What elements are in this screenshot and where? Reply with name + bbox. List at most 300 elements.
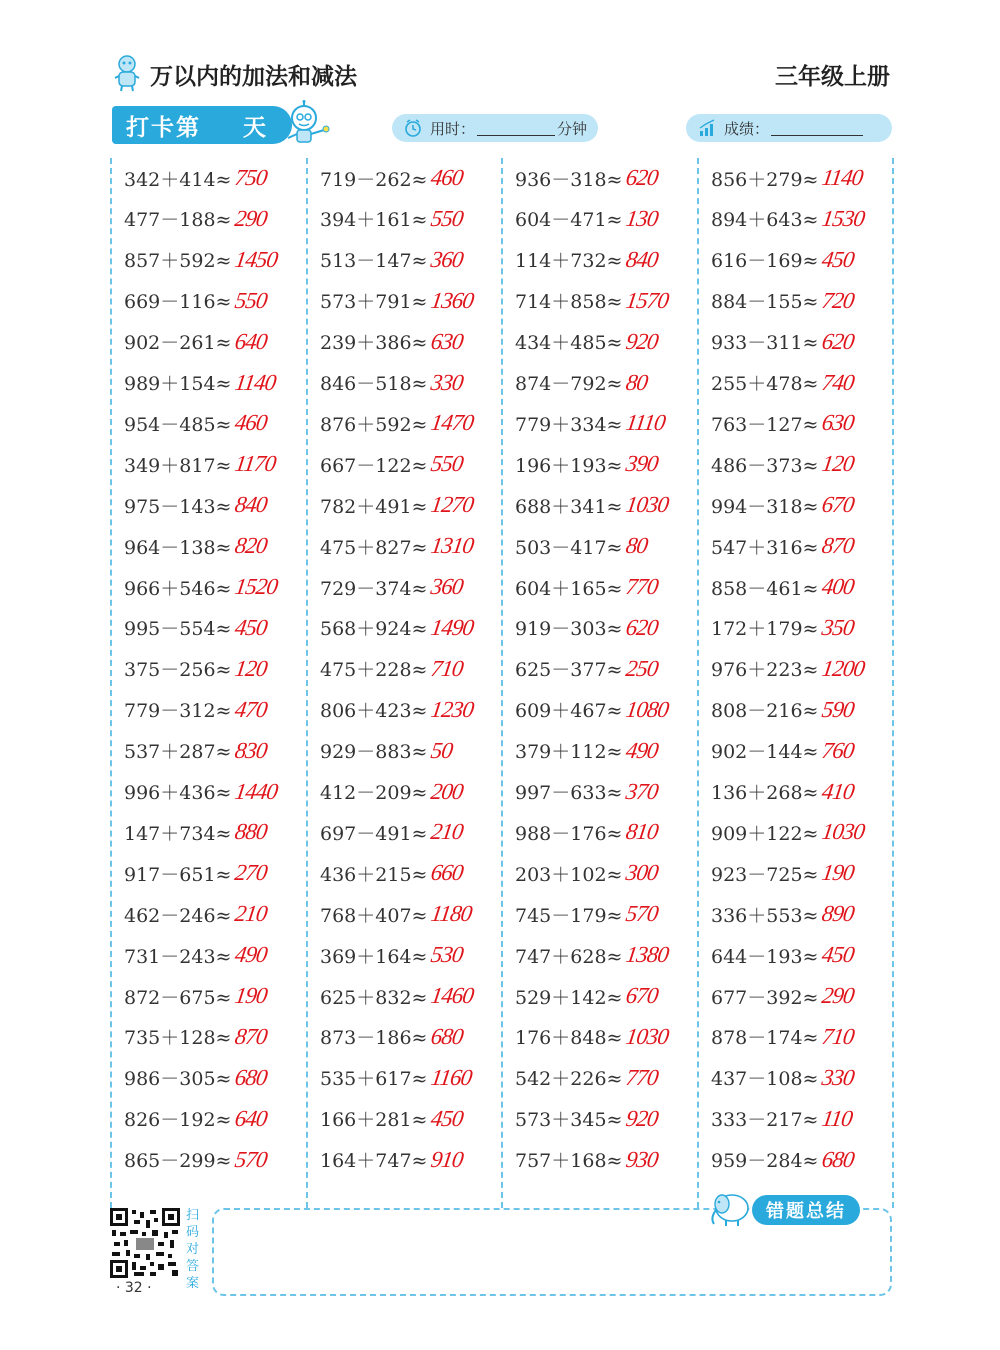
problem-item: [711, 487, 854, 523]
problem-item: [124, 855, 267, 891]
problem-item: [711, 324, 854, 360]
handwritten-answer: 820: [233, 533, 269, 559]
problem-item: [124, 242, 280, 278]
problem-expression: 436＋215≈: [320, 863, 428, 886]
problem-item: [320, 1060, 472, 1096]
handwritten-answer: 870: [233, 1023, 269, 1049]
handwritten-answer: 360: [429, 246, 465, 272]
problem-expression: 909＋122≈: [711, 822, 819, 845]
problem-expression: 884－155≈: [711, 291, 819, 314]
problem-expression: 535＋617≈: [320, 1068, 428, 1091]
problem-expression: 714＋858≈: [515, 291, 623, 314]
handwritten-answer: 450: [429, 1105, 465, 1131]
handwritten-answer: 670: [820, 492, 856, 518]
problem-expression: 719－262≈: [320, 168, 428, 191]
problem-expression: 745－179≈: [515, 904, 623, 927]
handwritten-answer: 620: [624, 614, 660, 640]
page-number: · 32 ·: [116, 1280, 152, 1296]
handwritten-answer: 1380: [624, 942, 671, 968]
problem-item: [320, 1101, 463, 1137]
problem-item: [515, 569, 658, 605]
problem-item: [711, 1019, 854, 1055]
problem-expression: 462－246≈: [124, 904, 232, 927]
handwritten-answer: 760: [820, 737, 856, 763]
problem-expression: 568＋924≈: [320, 618, 428, 641]
problem-item: [124, 692, 267, 728]
problem-expression: 986－305≈: [124, 1068, 232, 1091]
problem-item: [515, 446, 658, 482]
problem-item: [124, 487, 267, 523]
checkin-suffix: 天: [243, 114, 268, 141]
handwritten-answer: 590: [820, 696, 856, 722]
problem-item: [515, 814, 658, 850]
handwritten-answer: 840: [624, 246, 660, 272]
problem-expression: 806＋423≈: [320, 700, 428, 723]
problem-item: [711, 528, 854, 564]
elephant-icon: [706, 1188, 754, 1228]
handwritten-answer: 740: [820, 369, 856, 395]
problem-item: [124, 937, 267, 973]
problem-item: [320, 978, 476, 1014]
problem-expression: 856＋279≈: [711, 168, 819, 191]
problem-expression: 336＋553≈: [711, 904, 819, 927]
handwritten-answer: 640: [233, 328, 269, 354]
time-blank[interactable]: [477, 121, 555, 136]
problem-expression: 865－299≈: [124, 1150, 232, 1173]
problem-expression: 604＋165≈: [515, 577, 623, 600]
handwritten-answer: 1170: [233, 451, 278, 477]
problem-expression: 542＋226≈: [515, 1068, 623, 1091]
problem-item: [711, 610, 854, 646]
problem-item: [320, 651, 463, 687]
problem-item: [320, 487, 476, 523]
handwritten-answer: 1110: [624, 410, 667, 436]
problem-expression: 996＋436≈: [124, 782, 232, 804]
handwritten-answer: 450: [820, 246, 856, 272]
handwritten-answer: 660: [429, 860, 465, 886]
problem-item: [124, 651, 267, 687]
problem-item: [515, 528, 650, 564]
problem-item: [320, 446, 463, 482]
problem-expression: 147＋734≈: [124, 822, 232, 845]
problem-item: [515, 1019, 671, 1055]
problem-expression: 857＋592≈: [124, 250, 232, 273]
problem-item: [515, 405, 665, 441]
handwritten-answer: 210: [233, 901, 269, 927]
problem-expression: 959－284≈: [711, 1150, 819, 1173]
handwritten-answer: 710: [820, 1023, 856, 1049]
handwritten-answer: 290: [233, 205, 269, 231]
problem-item: [124, 774, 280, 810]
problem-item: [320, 160, 463, 196]
handwritten-answer: 680: [429, 1023, 465, 1049]
problem-item: [515, 160, 658, 196]
handwritten-answer: 460: [429, 165, 465, 190]
problem-expression: 669－116≈: [124, 291, 232, 314]
problem-expression: 902－261≈: [124, 332, 232, 355]
handwritten-answer: 190: [820, 860, 856, 886]
handwritten-answer: 490: [233, 942, 269, 968]
problem-expression: 976＋223≈: [711, 659, 819, 682]
problem-expression: 919－303≈: [515, 618, 623, 641]
problem-item: [711, 1142, 854, 1178]
problem-item: [124, 446, 276, 482]
problem-expression: 609＋467≈: [515, 700, 623, 723]
problem-item: [711, 855, 854, 891]
problem-expression: 437－108≈: [711, 1068, 819, 1091]
problem-expression: 136＋268≈: [711, 782, 819, 804]
problem-expression: 486－373≈: [711, 454, 819, 477]
problem-item: [515, 610, 658, 646]
problem-expression: 239＋386≈: [320, 332, 428, 355]
problem-item: [320, 324, 463, 360]
problem-item: [711, 201, 867, 237]
robot-icon: [282, 100, 332, 148]
problem-expression: 513－147≈: [320, 250, 428, 273]
handwritten-answer: 1460: [429, 983, 476, 1008]
problem-item: [515, 855, 658, 891]
qr-caption: 扫码对答案: [186, 1208, 200, 1291]
problem-expression: 846－518≈: [320, 373, 428, 395]
problem-expression: 114＋732≈: [515, 250, 623, 273]
problem-expression: 782＋491≈: [320, 495, 428, 518]
problem-item: [124, 569, 280, 605]
handwritten-answer: 770: [624, 1064, 660, 1090]
handwritten-answer: 920: [624, 328, 660, 354]
problem-expression: 878－174≈: [711, 1027, 819, 1050]
handwritten-answer: 130: [624, 205, 660, 231]
problem-item: [711, 365, 854, 401]
handwritten-answer: 840: [233, 492, 269, 518]
problem-expression: 475＋228≈: [320, 659, 428, 682]
problem-item: [124, 896, 267, 932]
problem-expression: 677－392≈: [711, 986, 819, 1009]
problem-expression: 747＋628≈: [515, 945, 623, 968]
handwritten-answer: 630: [820, 410, 856, 436]
handwritten-answer: 810: [624, 819, 660, 845]
problem-item: [124, 365, 276, 401]
handwritten-answer: 670: [624, 983, 660, 1008]
handwritten-answer: 270: [233, 860, 269, 886]
problem-item: [711, 814, 867, 850]
handwritten-answer: 570: [233, 1146, 269, 1172]
problem-item: [515, 896, 658, 932]
problem-expression: 988－176≈: [515, 822, 623, 845]
problem-expression: 954－485≈: [124, 413, 232, 436]
handwritten-answer: 1030: [820, 819, 867, 845]
problem-expression: 379＋112≈: [515, 741, 623, 764]
problem-expression: 933－311≈: [711, 332, 819, 355]
handwritten-answer: 1140: [820, 165, 865, 190]
handwritten-answer: 770: [624, 574, 660, 599]
problem-expression: 547＋316≈: [711, 536, 819, 559]
problem-item: [320, 405, 476, 441]
problem-expression: 731－243≈: [124, 945, 232, 968]
handwritten-answer: 1490: [429, 614, 476, 640]
handwritten-answer: 530: [429, 942, 465, 968]
problem-item: [320, 937, 463, 973]
handwritten-answer: 460: [233, 410, 269, 436]
problem-item: [515, 201, 658, 237]
problem-item: [711, 733, 854, 769]
problem-item: [515, 651, 658, 687]
problem-item: [711, 283, 854, 319]
problem-expression: 434＋485≈: [515, 332, 623, 355]
problem-expression: 876＋592≈: [320, 413, 428, 436]
handwritten-answer: 50: [429, 737, 455, 763]
problem-expression: 808－216≈: [711, 700, 819, 723]
problem-expression: 625－377≈: [515, 659, 623, 682]
problem-item: [515, 283, 671, 319]
checkin-prefix: 打卡第: [126, 114, 201, 141]
problem-grid: [110, 158, 894, 1198]
problem-expression: 997－633≈: [515, 782, 623, 804]
problem-item: [711, 651, 867, 687]
problem-item: [515, 774, 658, 810]
handwritten-answer: 200: [429, 778, 465, 804]
score-field[interactable]: [686, 114, 892, 142]
problem-item: [515, 1142, 658, 1178]
handwritten-answer: 1360: [429, 287, 476, 313]
handwritten-answer: 550: [233, 287, 269, 313]
problem-item: [320, 610, 476, 646]
handwritten-answer: 1270: [429, 492, 476, 518]
problem-item: [124, 160, 267, 196]
problem-expression: 537＋287≈: [124, 741, 232, 764]
handwritten-answer: 890: [820, 901, 856, 927]
problem-item: [711, 937, 854, 973]
handwritten-answer: 1140: [233, 369, 278, 395]
problem-expression: 616－169≈: [711, 250, 819, 273]
problem-item: [515, 324, 658, 360]
handwritten-answer: 910: [429, 1146, 465, 1172]
problem-item: [515, 937, 671, 973]
problem-item: [711, 569, 854, 605]
problem-expression: 995－554≈: [124, 618, 232, 641]
problem-item: [711, 446, 854, 482]
handwritten-answer: 490: [624, 737, 660, 763]
handwritten-answer: 930: [624, 1146, 660, 1172]
problem-expression: 826－192≈: [124, 1109, 232, 1132]
column-divider: [892, 158, 894, 1208]
handwritten-answer: 350: [820, 614, 856, 640]
handwritten-answer: 360: [429, 574, 465, 599]
handwritten-answer: 400: [820, 574, 856, 599]
problem-expression: 964－138≈: [124, 536, 232, 559]
problem-item: [515, 1101, 658, 1137]
handwritten-answer: 750: [233, 165, 269, 190]
handwritten-answer: 1450: [233, 246, 280, 272]
problem-expression: 966＋546≈: [124, 577, 232, 600]
problem-item: [711, 774, 854, 810]
handwritten-answer: 1030: [624, 1023, 671, 1049]
handwritten-answer: 290: [820, 983, 856, 1008]
handwritten-answer: 1200: [820, 655, 867, 681]
problem-item: [320, 283, 476, 319]
problem-item: [711, 692, 854, 728]
problem-expression: 604－471≈: [515, 209, 623, 232]
problem-expression: 858－461≈: [711, 577, 819, 600]
problem-item: [711, 896, 854, 932]
handwritten-answer: 410: [820, 778, 856, 804]
handwritten-answer: 80: [624, 369, 650, 395]
handwritten-answer: 330: [820, 1064, 856, 1090]
mistake-summary-label: 错题总结: [752, 1195, 860, 1225]
time-field[interactable]: [392, 114, 598, 142]
problem-item: [320, 569, 463, 605]
handwritten-answer: 300: [624, 860, 660, 886]
problem-item: [711, 405, 854, 441]
handwritten-answer: 1160: [429, 1064, 474, 1090]
score-label: 成绩：: [724, 119, 770, 138]
page-title: 万以内的加法和减法: [150, 64, 357, 90]
score-blank[interactable]: [771, 121, 863, 136]
handwritten-answer: 450: [820, 942, 856, 968]
handwritten-answer: 630: [429, 328, 465, 354]
problem-item: [124, 1101, 267, 1137]
handwritten-answer: 920: [624, 1105, 660, 1131]
problem-item: [320, 692, 476, 728]
chart-icon: [698, 119, 716, 137]
problem-expression: 936－318≈: [515, 168, 623, 191]
problem-item: [515, 487, 671, 523]
problem-item: [320, 1019, 463, 1055]
handwritten-answer: 470: [233, 696, 269, 722]
problem-expression: 768＋407≈: [320, 904, 428, 927]
time-label: 用时：: [430, 119, 476, 138]
problem-expression: 166＋281≈: [320, 1109, 428, 1132]
problem-item: [515, 1060, 658, 1096]
problem-item: [320, 242, 463, 278]
handwritten-answer: 190: [233, 983, 269, 1008]
problem-expression: 989＋154≈: [124, 373, 232, 395]
problem-item: [515, 978, 658, 1014]
problem-item: [124, 283, 267, 319]
problem-expression: 503－417≈: [515, 536, 623, 559]
handwritten-answer: 80: [624, 533, 650, 559]
handwritten-answer: 1520: [233, 574, 280, 599]
problem-expression: 697－491≈: [320, 822, 428, 845]
problem-expression: 923－725≈: [711, 863, 819, 886]
problem-item: [124, 733, 267, 769]
problem-item: [124, 1060, 267, 1096]
handwritten-answer: 120: [820, 451, 856, 477]
problem-expression: 994－318≈: [711, 495, 819, 518]
problem-item: [124, 201, 267, 237]
problem-expression: 688＋341≈: [515, 495, 623, 518]
handwritten-answer: 710: [429, 655, 465, 681]
problem-item: [124, 814, 267, 850]
problem-expression: 763－127≈: [711, 413, 819, 436]
problem-item: [124, 610, 267, 646]
handwritten-answer: 120: [233, 655, 269, 681]
problem-item: [711, 1060, 854, 1096]
problem-item: [711, 978, 854, 1014]
handwritten-answer: 1080: [624, 696, 671, 722]
problem-expression: 873－186≈: [320, 1027, 428, 1050]
handwritten-answer: 210: [429, 819, 465, 845]
problem-item: [320, 855, 463, 891]
handwritten-answer: 570: [624, 901, 660, 927]
problem-expression: 573＋791≈: [320, 291, 428, 314]
problem-expression: 872－675≈: [124, 986, 232, 1009]
column-divider: [306, 158, 308, 1208]
problem-expression: 894＋643≈: [711, 209, 819, 232]
handwritten-answer: 1180: [429, 901, 474, 927]
problem-item: [124, 1019, 267, 1055]
handwritten-answer: 250: [624, 655, 660, 681]
problem-item: [124, 528, 267, 564]
handwritten-answer: 1230: [429, 696, 476, 722]
handwritten-answer: 620: [820, 328, 856, 354]
problem-expression: 369＋164≈: [320, 945, 428, 968]
problem-expression: 644－193≈: [711, 945, 819, 968]
problem-expression: 779－312≈: [124, 700, 232, 723]
problem-item: [124, 978, 267, 1014]
problem-expression: 412－209≈: [320, 782, 428, 804]
problem-item: [320, 896, 472, 932]
handwritten-answer: 370: [624, 778, 660, 804]
problem-expression: 975－143≈: [124, 495, 232, 518]
problem-item: [515, 365, 650, 401]
handwritten-answer: 830: [233, 737, 269, 763]
handwritten-answer: 1030: [624, 492, 671, 518]
problem-expression: 375－256≈: [124, 659, 232, 682]
problem-expression: 475＋827≈: [320, 536, 428, 559]
handwritten-answer: 1470: [429, 410, 476, 436]
problem-item: [124, 405, 267, 441]
page-header: [110, 50, 900, 98]
mascot-icon: [110, 52, 144, 92]
problem-item: [515, 692, 671, 728]
problem-item: [711, 242, 854, 278]
handwritten-answer: 1440: [233, 778, 280, 804]
problem-expression: 917－651≈: [124, 863, 232, 886]
problem-expression: 667－122≈: [320, 454, 428, 477]
problem-expression: 203＋102≈: [515, 863, 623, 886]
handwritten-answer: 1530: [820, 205, 867, 231]
handwritten-answer: 880: [233, 819, 269, 845]
handwritten-answer: 110: [820, 1105, 855, 1131]
clock-icon: [404, 119, 422, 137]
problem-expression: 902－144≈: [711, 741, 819, 764]
problem-expression: 573＋345≈: [515, 1109, 623, 1132]
problem-item: [320, 365, 463, 401]
handwritten-answer: 390: [624, 451, 660, 477]
problem-expression: 757＋168≈: [515, 1150, 623, 1173]
problem-expression: 625＋832≈: [320, 986, 428, 1009]
problem-expression: 394＋161≈: [320, 209, 428, 232]
problem-item: [515, 733, 658, 769]
problem-expression: 342＋414≈: [124, 168, 232, 191]
handwritten-answer: 550: [429, 205, 465, 231]
problem-expression: 176＋848≈: [515, 1027, 623, 1050]
handwritten-answer: 550: [429, 451, 465, 477]
problem-expression: 164＋747≈: [320, 1150, 428, 1173]
time-unit: 分钟: [557, 119, 588, 138]
handwritten-answer: 720: [820, 287, 856, 313]
problem-expression: 333－217≈: [711, 1109, 819, 1132]
problem-item: [320, 733, 455, 769]
handwritten-answer: 450: [233, 614, 269, 640]
handwritten-answer: 680: [820, 1146, 856, 1172]
problem-expression: 729－374≈: [320, 577, 428, 600]
qr-code[interactable]: [110, 1208, 180, 1278]
problem-expression: 929－883≈: [320, 741, 428, 764]
problem-expression: 735＋128≈: [124, 1027, 232, 1050]
column-divider: [501, 158, 503, 1208]
handwritten-answer: 620: [624, 165, 660, 190]
